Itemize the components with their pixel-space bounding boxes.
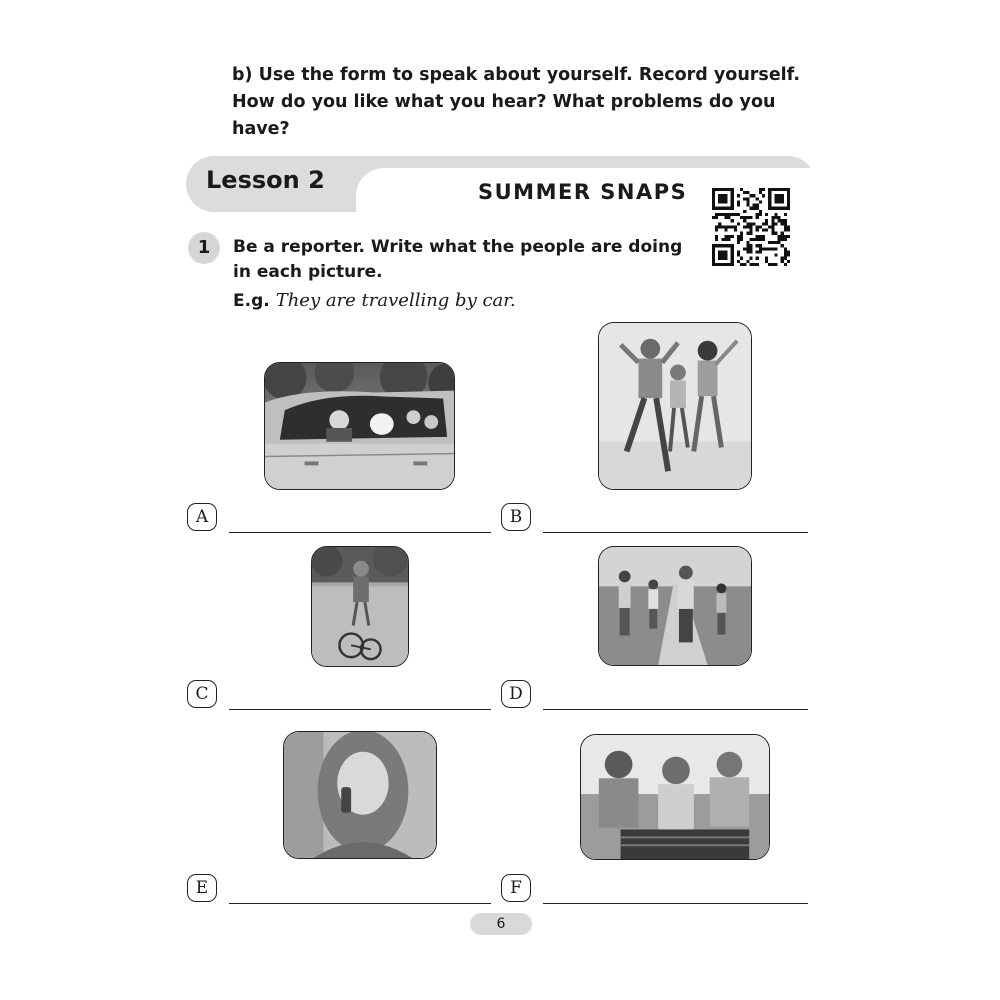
answer-label-a: A bbox=[187, 503, 217, 531]
exercise-number: 1 bbox=[188, 232, 220, 264]
answer-label-b: B bbox=[501, 503, 531, 531]
lesson-title: SUMMER SNAPS bbox=[478, 180, 688, 204]
answer-line-c[interactable] bbox=[229, 709, 491, 710]
answer-line-d[interactable] bbox=[543, 709, 808, 710]
photo-child-on-bicycle bbox=[311, 546, 409, 667]
example-sentence bbox=[233, 290, 516, 311]
answer-line-f[interactable] bbox=[543, 903, 808, 904]
example-prefix: E.g. bbox=[233, 291, 270, 311]
previous-task-instruction: b) Use the form to speak about yourself. Record yourself. How do you like what you hear? What problems do you have? bbox=[232, 65, 800, 139]
example-text: They are travelling by car. bbox=[275, 290, 516, 311]
page-number: 6 bbox=[470, 913, 532, 935]
photo-family-in-car bbox=[264, 362, 455, 490]
answer-line-a[interactable] bbox=[229, 532, 491, 533]
photo-family-jumping bbox=[598, 322, 752, 490]
lesson-label: Lesson 2 bbox=[206, 166, 325, 194]
answer-label-d: D bbox=[501, 680, 531, 708]
answer-label-e: E bbox=[187, 874, 217, 902]
exercise-instruction: Be a reporter. Write what the people are doing in each picture. bbox=[233, 237, 683, 282]
answer-line-e[interactable] bbox=[229, 903, 491, 904]
answer-label-f: F bbox=[501, 874, 531, 902]
answer-line-b[interactable] bbox=[543, 532, 808, 533]
photo-family-walking bbox=[598, 546, 752, 666]
qr-code-icon[interactable] bbox=[712, 188, 790, 266]
answer-label-c: C bbox=[187, 680, 217, 708]
photo-girl-on-phone bbox=[283, 731, 437, 859]
photo-teens-barbecue bbox=[580, 734, 770, 860]
